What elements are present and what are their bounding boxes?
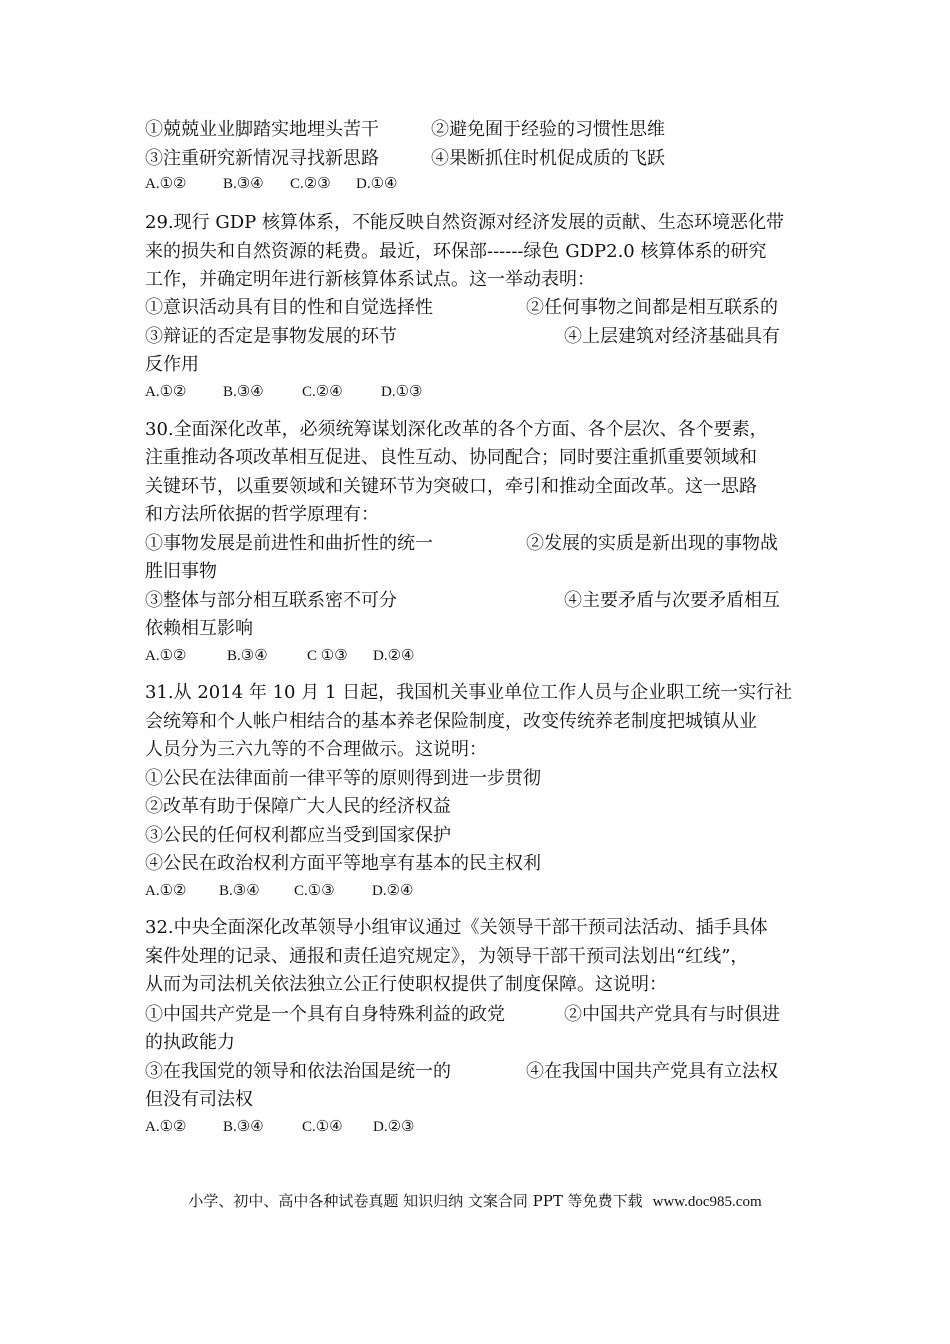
q32-option-3: ③在我国党的领导和依法治国是统一的 [145,1061,451,1082]
footer-text: 小学、初中、高中各种试卷真题 知识归纳 文案合同 PPT 等免费下载 [188,1192,643,1210]
q32-options-row-2 [145,1058,778,1086]
q32-stem-line-3: 从而为司法机关依法独立公正行使职权提供了制度保障。这说明： [145,974,667,995]
q29-option-4: ④上层建筑对经济基础具有 [564,326,780,347]
q31-option-1: ①公民在法律面前一律平等的原则得到进一步贯彻 [145,768,541,789]
q32-option-2: ②中国共产党具有与时俱进 [564,1004,780,1025]
answer-choice-d: D.②④ [373,648,415,664]
q31-option-3: ③公民的任何权利都应当受到国家保护 [145,825,451,846]
q30-stem-line-2: 注重推动各项改革相互促进、良性互动、协同配合；同时要注重抓重要领域和 [145,447,757,468]
q32-options-row-1 [145,1001,780,1029]
answer-choice-b: B.③④ [219,883,260,899]
q31-option-4: ④公民在政治权利方面平等地享有基本的民主权利 [145,853,541,874]
answer-choice-d: D.①③ [381,384,423,400]
page-footer [0,1190,950,1213]
q32-stem-line-1: 32.中央全面深化改革领导小组审议通过《关领导干部干预司法活动、插手具体 [145,917,768,938]
answer-choice-b: B.③④ [227,648,268,664]
q29-stem-line-3: 工作，并确定明年进行新核算体系试点。这一举动表明： [145,269,595,290]
answer-choice-a: A.①② [145,1119,187,1135]
answer-choice-c: C.②③ [290,176,331,192]
q32-stem-line-2: 案件处理的记录、通报和责任追究规定》，为领导干部干预司法划出“红线”， [145,946,749,967]
q28-options-row-2 [145,145,665,173]
q31-stem-line-1: 31.从 2014 年 10 月 1 日起，我国机关事业单位工作人员与企业职工统一实行社 [145,682,793,703]
answer-choice-b: B.③④ [223,1119,264,1135]
q28-option-4: ④果断抓住时机促成质的飞跃 [431,148,665,169]
answer-choice-d: D.②④ [372,883,414,899]
q29-option-4-continued: 反作用 [145,354,199,375]
q30-stem-line-3: 关键环节，以重要领域和关键环节为突破口，牵引和推动全面改革。这一思路 [145,476,757,497]
answer-choice-c: C.①③ [294,883,335,899]
answer-choice-d: D.②③ [373,1119,415,1135]
answer-choice-a: A.①② [145,883,187,899]
q29-option-3: ③辩证的否定是事物发展的环节 [145,326,397,347]
q30-stem-line-4: 和方法所依据的哲学原理有： [145,504,379,525]
q29-options-row-1 [145,294,778,322]
q29-option-1: ①意识活动具有目的性和自觉选择性 [145,297,433,318]
q28-option-2: ②避免囿于经验的习惯性思维 [431,119,665,140]
answer-choice-a: A.①② [145,648,187,664]
q32-option-2-continued: 的执政能力 [145,1032,235,1053]
q29-stem-line-1: 29.现行 GDP 核算体系，不能反映自然资源对经济发展的贡献、生态环境恶化带 [145,212,784,233]
q30-option-1: ①事物发展是前进性和曲折性的统一 [145,533,433,554]
q32-option-1: ①中国共产党是一个具有自身特殊利益的政党 [145,1004,505,1025]
q30-options-row-2 [145,587,780,615]
q30-option-4: ④主要矛盾与次要矛盾相互 [564,590,780,611]
answer-choice-a: A.①② [145,384,187,400]
q30-option-2-continued: 胜旧事物 [145,561,217,582]
q30-option-3: ③整体与部分相互联系密不可分 [145,590,397,611]
q31-stem-line-2: 会统筹和个人帐户相结合的基本养老保险制度，改变传统养老制度把城镇从业 [145,711,757,732]
answer-choice-d: D.①④ [356,176,398,192]
answer-choice-c: C.②④ [302,384,343,400]
q30-options-row-1 [145,530,778,558]
q29-option-2: ②任何事物之间都是相互联系的 [526,297,778,318]
q29-stem-line-2: 来的损失和自然资源的耗费。最近，环保部------绿色 GDP2.0 核算体系的研究 [145,241,767,262]
q28-option-1: ①兢兢业业脚踏实地埋头苦干 [145,119,379,140]
answer-choice-c: C.①④ [302,1119,343,1135]
q30-option-4-continued: 依赖相互影响 [145,618,253,639]
q30-stem-line-1: 30.全面深化改革，必须统筹谋划深化改革的各个方面、各个层次、各个要素， [145,419,768,440]
q28-options-row-1 [145,116,665,144]
q29-options-row-2 [145,323,780,351]
answer-choice-a: A.①② [145,176,187,192]
answer-choice-b: B.③④ [223,176,264,192]
q32-option-4: ④在我国中国共产党具有立法权 [526,1061,778,1082]
q30-option-2: ②发展的实质是新出现的事物战 [526,533,778,554]
footer-url[interactable]: www.doc985.com [652,1194,762,1210]
answer-choice-c: C ①③ [307,648,348,664]
q31-stem-line-3: 人员分为三六九等的不合理做示。这说明： [145,739,487,760]
q32-option-4-continued: 但没有司法权 [145,1089,253,1110]
q28-option-3: ③注重研究新情况寻找新思路 [145,148,379,169]
answer-choice-b: B.③④ [223,384,264,400]
q31-option-2: ②改革有助于保障广大人民的经济权益 [145,796,451,817]
